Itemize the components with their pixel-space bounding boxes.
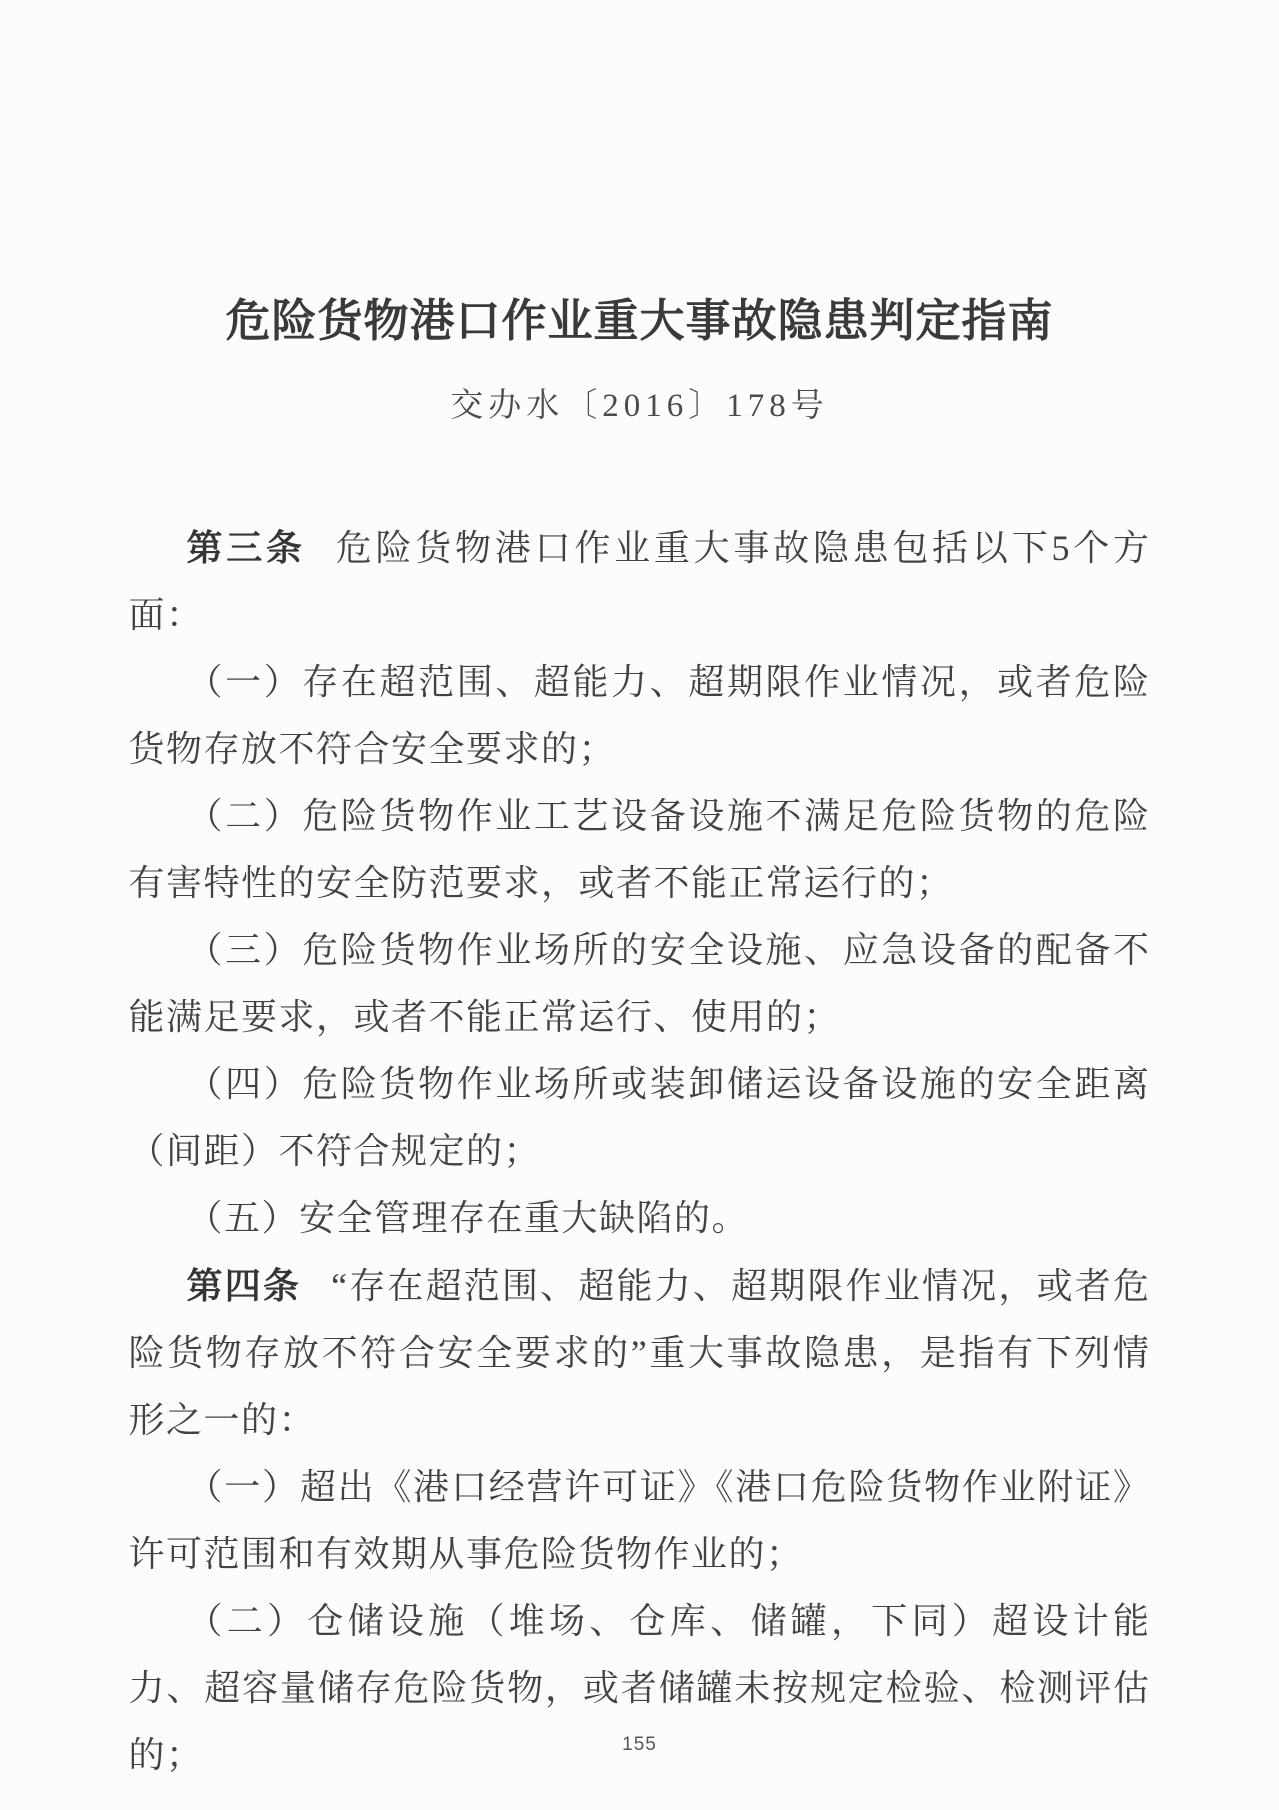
document-title: 危险货物港口作业重大事故隐患判定指南 [225, 295, 1054, 346]
body-paragraph [129, 1454, 1151, 1588]
body-paragraph [129, 649, 1151, 783]
paragraph-text: （五）安全管理存在重大缺陷的。 [186, 1198, 750, 1238]
document-number: 交办水〔2016〕178号 [450, 388, 829, 424]
paragraph-text: （二）危险货物作业工艺设备设施不满足危险货物的危险有害特性的安全防范要求，或者不能正常运行的； [128, 796, 1151, 903]
body-paragraph [129, 1051, 1151, 1185]
paragraph-text: “存在超范围、超能力、超期限作业情况，或者危险货物存放不符合安全要求的”重大事故隐患，是指有下列情形之一的： [128, 1266, 1151, 1440]
article-number: 第四条 [186, 1265, 302, 1306]
body-paragraph [129, 1252, 1151, 1454]
body-paragraph [129, 514, 1151, 649]
paragraph-text: （四）危险货物作业场所或装卸储运设备设施的安全距离（间距）不符合规定的； [128, 1064, 1151, 1171]
paragraph-text: （三）危险货物作业场所的安全设施、应急设备的配备不能满足要求，或者不能正常运行、使用的； [128, 930, 1151, 1037]
body-paragraph [129, 917, 1151, 1051]
paragraph-text: （一）超出《港口经营许可证》《港口危险货物作业附证》许可范围和有效期从事危险货物作业的； [128, 1467, 1151, 1574]
body-paragraph [129, 1588, 1151, 1789]
body-paragraph [129, 783, 1151, 917]
body-paragraph [129, 1185, 1151, 1252]
paragraph-text: 危险货物港口作业重大事故隐患包括以下5个方面： [128, 528, 1151, 635]
document-body [129, 514, 1151, 1789]
article-number: 第三条 [186, 527, 306, 568]
page-number: 155 [622, 1734, 657, 1755]
paragraph-text: （一）存在超范围、超能力、超期限作业情况，或者危险货物存放不符合安全要求的； [128, 662, 1151, 769]
paragraph-text: （二）仓储设施（堆场、仓库、储罐，下同）超设计能力、超容量储存危险货物，或者储罐未按规定检验、检测评估的； [128, 1601, 1151, 1775]
